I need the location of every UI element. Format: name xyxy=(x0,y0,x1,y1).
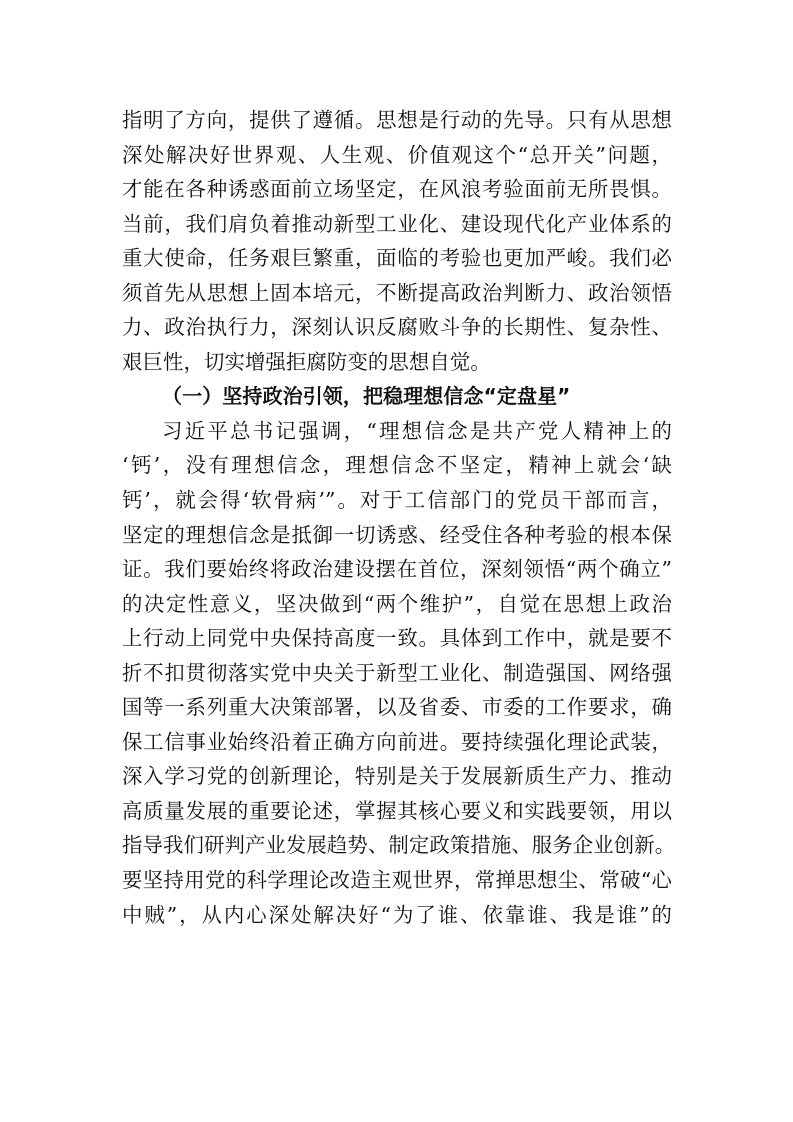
paragraph-2-line-7: 上行动上同党中央保持高度一致。具体到工作中，就是要不 xyxy=(122,626,672,651)
paragraph-2-line-4: 坚定的理想信念是抵御一切诱惑、经受住各种考验的根本保 xyxy=(122,522,672,547)
paragraph-1-line-3: 才能在各种诱惑面前立场坚定，在风浪考验面前无所畏惧。 xyxy=(122,177,672,202)
paragraph-1-line-7: 力、政治执行力，深刻认识反腐败斗争的长期性、复杂性、 xyxy=(122,315,672,340)
paragraph-1-line-4: 当前，我们肩负着推动新型工业化、建设现代化产业体系的 xyxy=(122,211,672,236)
paragraph-1-line-1: 指明了方向，提供了遵循。思想是行动的先导。只有从思想 xyxy=(122,108,672,132)
paragraph-2-line-1: 习近平总书记强调，“理想信念是共产党人精神上的 xyxy=(162,418,672,443)
paragraph-2-line-10: 保工信事业始终沿着正确方向前进。要持续强化理论武装， xyxy=(122,729,672,754)
paragraph-2-line-2: ‘钙’，没有理想信念，理想信念不坚定，精神上就会‘缺 xyxy=(122,453,672,478)
paragraph-2-line-6: 的决定性意义，坚决做到“两个维护”，自觉在思想上政治 xyxy=(122,591,672,616)
section-heading: （一）坚持政治引领，把稳理想信念“定盘星” xyxy=(162,384,571,409)
document-body xyxy=(122,103,676,932)
paragraph-2-line-5: 证。我们要始终将政治建设摆在首位，深刻领悟“两个确立” xyxy=(122,557,672,582)
paragraph-1-line-8: 艰巨性，切实增强拒腐防变的思想自觉。 xyxy=(122,349,491,374)
paragraph-1-line-6: 须首先从思想上固本培元，不断提高政治判断力、政治领悟 xyxy=(122,280,672,305)
paragraph-1-line-5: 重大使命，任务艰巨繁重，面临的考验也更加严峻。我们必 xyxy=(122,246,672,271)
paragraph-2-line-9: 国等一系列重大决策部署，以及省委、市委的工作要求，确 xyxy=(122,695,672,720)
paragraph-2-line-11: 深入学习党的创新理论，特别是关于发展新质生产力、推动 xyxy=(122,764,672,789)
paragraph-1-line-2: 深处解决好世界观、人生观、价值观这个“总开关”问题， xyxy=(122,142,672,167)
paragraph-2-line-12: 高质量发展的重要论述，掌握其核心要义和实践要领，用以 xyxy=(122,798,672,823)
paragraph-2-line-15: 中贼”，从内心深处解决好“为了谁、依靠谁、我是谁”的 xyxy=(122,902,672,927)
paragraph-2-line-14: 要坚持用党的科学理论改造主观世界，常掸思想尘、常破“心 xyxy=(122,868,672,893)
paragraph-2-line-3: 钙’，就会得‘软骨病’”。对于工信部门的党员干部而言， xyxy=(122,488,672,513)
paragraph-2-line-8: 折不扣贯彻落实党中央关于新型工业化、制造强国、网络强 xyxy=(122,660,672,685)
paragraph-2-line-13: 指导我们研判产业发展趋势、制定政策措施、服务企业创新。 xyxy=(122,833,676,858)
